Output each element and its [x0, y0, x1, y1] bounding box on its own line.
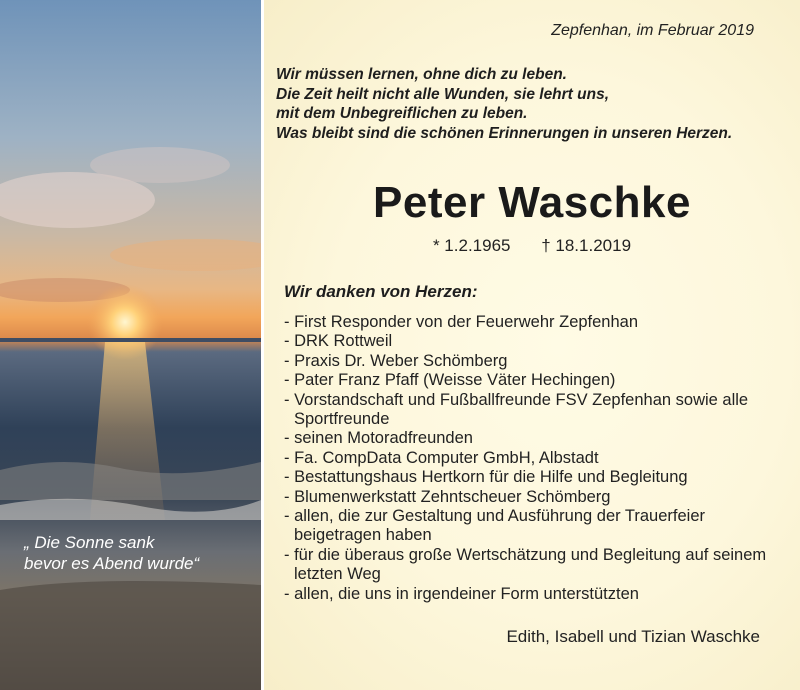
thanks-list — [284, 313, 794, 604]
list-item: - allen, die uns in irgendeiner Form unterstützten — [284, 584, 639, 603]
list-item: - Blumenwerkstatt Zehntscheuer Schömberg — [284, 487, 611, 506]
notice-content — [264, 0, 800, 690]
beach — [0, 581, 261, 690]
quote-line: „ Die Sonne sank — [24, 533, 155, 552]
horizon — [0, 338, 261, 342]
signature: Edith, Isabell und Tizian Waschke — [506, 627, 760, 646]
poem-line: Die Zeit heilt nicht alle Wunden, sie lehrt uns, — [276, 85, 610, 103]
cloud-shape — [90, 147, 230, 183]
list-item: - Bestattungshaus Hertkorn für die Hilfe und Begleitung — [284, 468, 688, 487]
list-item: - DRK Rottweil — [284, 332, 393, 351]
photo-quote — [24, 532, 254, 574]
thanks-heading: Wir danken von Herzen: — [284, 282, 478, 301]
place-date: Zepfenhan, im Februar 2019 — [551, 22, 754, 39]
list-item: - Fa. CompData Computer GmbH, Albstadt — [284, 448, 599, 467]
sunset-illustration — [0, 0, 261, 690]
poem-line: mit dem Unbegreiflichen zu leben. — [276, 105, 528, 122]
life-dates — [264, 236, 800, 256]
sunset-photo — [0, 0, 261, 690]
poem-line: Wir müssen lernen, ohne dich zu leben. — [276, 66, 567, 83]
quote-line: bevor es Abend wurde“ — [24, 554, 200, 573]
poem-line: Was bleibt sind die schönen Erinnerungen in unseren Herzen. — [276, 124, 733, 142]
list-item: - für die überaus große Wertschätzung und Begleitung auf seinem letzten Weg — [284, 545, 767, 584]
list-item: - Pater Franz Pfaff (Weisse Väter Hechingen) — [284, 371, 616, 390]
birth-date: * 1.2.1965 — [432, 236, 511, 255]
list-item: - Praxis Dr. Weber Schömberg — [284, 351, 508, 370]
deceased-name: Peter Waschke — [373, 178, 691, 227]
list-item: - Vorstandschaft und Fußballfreunde FSV Zepfenhan sowie alle Sportfreunde — [284, 390, 749, 429]
poem — [276, 65, 732, 143]
list-item: - seinen Motoradfreunden — [284, 429, 473, 448]
list-item: - allen, die zur Gestaltung und Ausführung der Trauerfeier beigetragen haben — [284, 507, 705, 545]
cloud-shape — [110, 239, 261, 271]
list-item: - First Responder von der Feuerwehr Zepfenhan — [284, 313, 639, 331]
death-date: † 18.1.2019 — [541, 236, 632, 255]
